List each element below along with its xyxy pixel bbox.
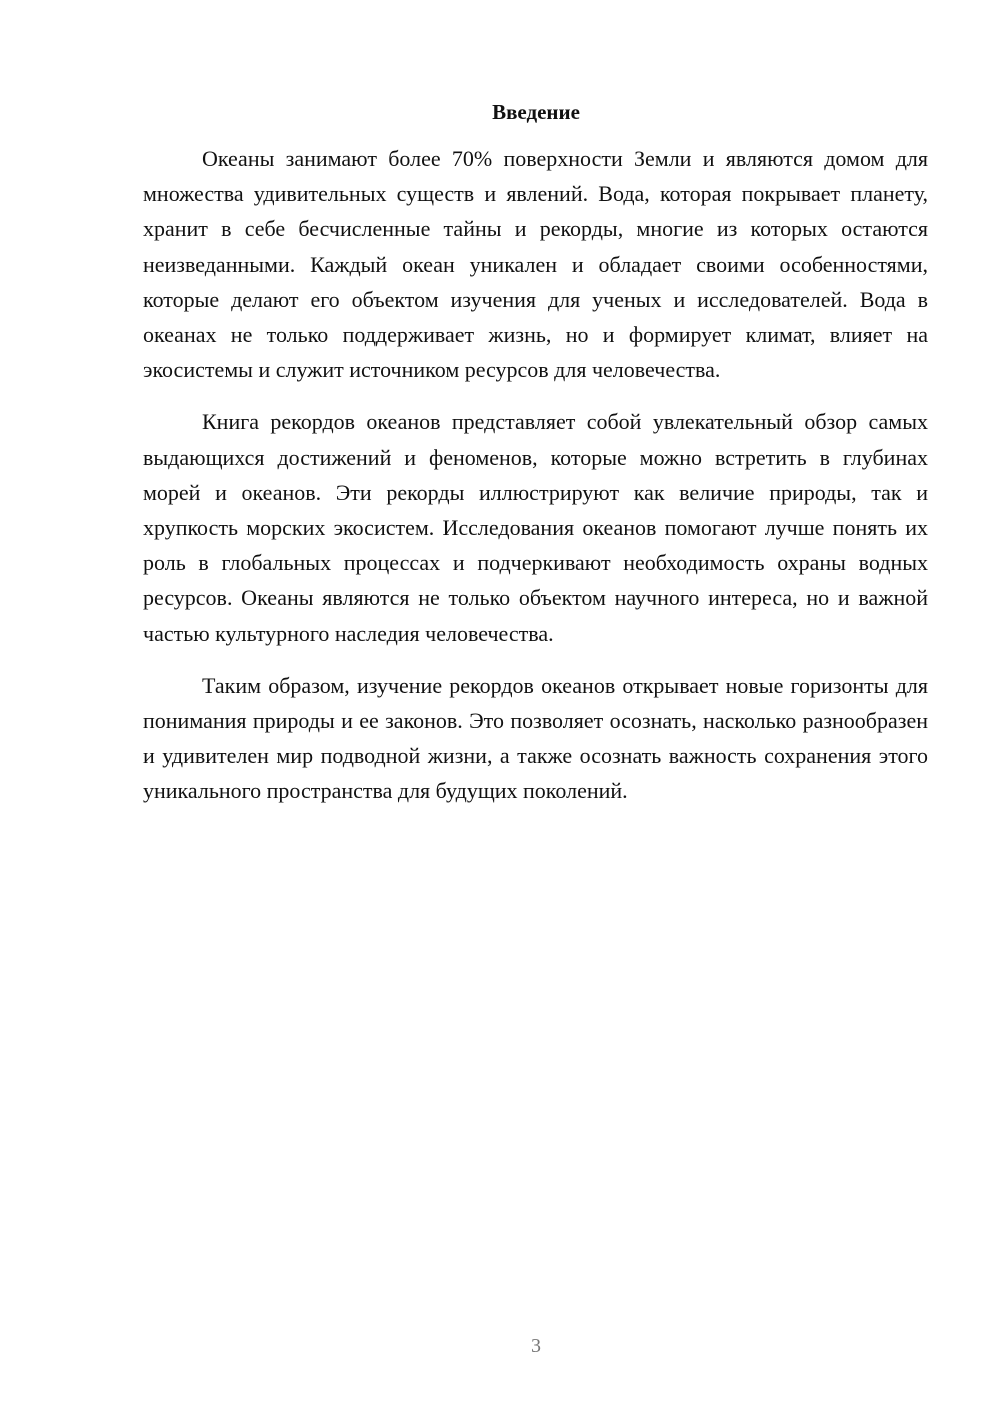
paragraph-3: Таким образом, изучение рекордов океанов открывает новые горизонты для понимания природы и ее законов. Это позволяет осознать, насколько разнообразен и удивителен мир подводной жизни, а также осознать важность сохранения этого уникального пространства для будущих поколений.: [143, 672, 928, 804]
page-number: 3: [531, 1335, 541, 1357]
paragraph-1: Океаны занимают более 70% поверхности Земли и являются домом для множества удивительных существ и явлений. Вода, которая покрывает планету, хранит в себе бесчисленные тайны и рекорды, многие из которых остаются неизведанными. Каждый океан уникален и обладает своими особенностями, которые делают его объектом изучения для ученых и исследователей. Вода в океанах не только поддерживает жизнь, но и формирует климат, влияет на экосистемы и служит источником ресурсов для человечества.: [143, 146, 928, 383]
body-text: [143, 141, 928, 826]
page-title: Введение: [492, 100, 580, 124]
paragraph-2: Книга рекордов океанов представляет собой увлекательный обзор самых выдающихся достижений и феноменов, которые можно встретить в глубинах морей и океанов. Эти рекорды иллюстрируют как величие природы, так и хрупкость морских экосистем. Исследования океанов помогают лучше понять их роль в глобальных процессах и подчеркивают необходимость охраны водных ресурсов. Океаны являются не только объектом научного интереса, но и важной частью культурного наследия человечества.: [143, 409, 928, 646]
